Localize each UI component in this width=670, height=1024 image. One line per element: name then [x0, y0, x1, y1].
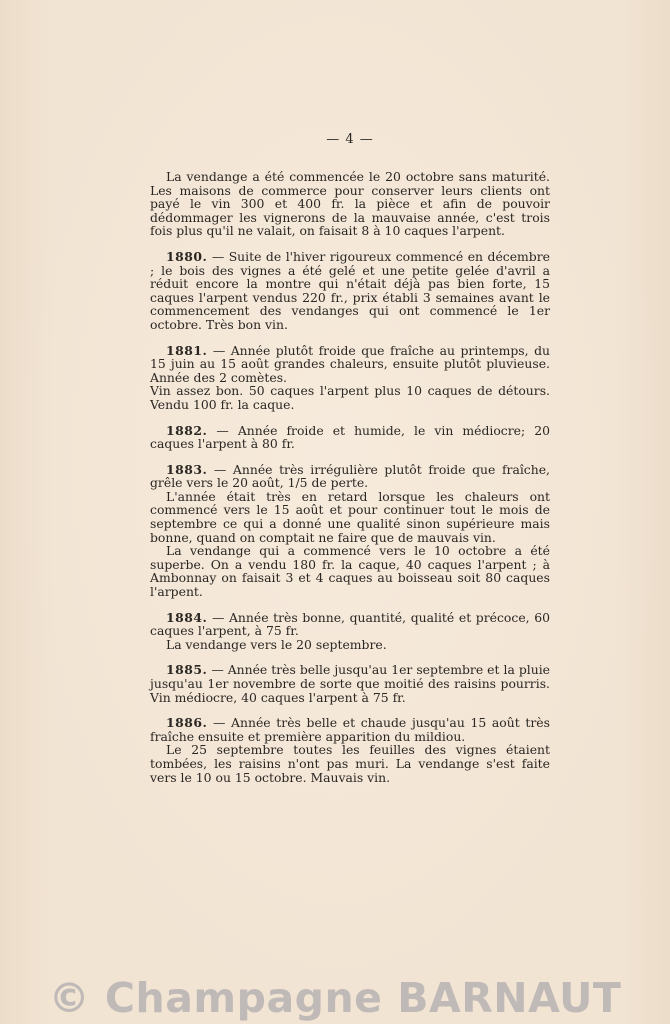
entry-year: 1881. — [166, 342, 208, 358]
entry-paragraph — [150, 344, 550, 385]
entry-1884 — [150, 611, 550, 652]
entry-1883 — [150, 463, 550, 599]
entry-year: 1883. — [166, 461, 208, 477]
entry-paragraph: La vendange qui a commencé vers le 10 octobre a été superbe. On a vendu 180 fr. la caque, 40 caques l'arpent ; à Ambonnay on faisait 3 et 4 caques au boisseau soit 80 caques l'arpent. — [150, 543, 550, 600]
intro-paragraph: La vendange a été commencée le 20 octobre sans maturité. Les maisons de commerce pour conserver leurs clients ont payé le vin 300 et 400 fr. la pièce et afin de pouvoir dédommager les vignerons de la mauvaise année, c'est trois fois plus qu'il ne valait, on faisait 8 à 10 caques l'arpent. — [150, 169, 550, 239]
entry-paragraph — [150, 424, 550, 451]
entry-1885 — [150, 663, 550, 704]
entry-year: 1882. — [166, 422, 208, 438]
entry-1882 — [150, 424, 550, 451]
entry-paragraph — [150, 611, 550, 638]
entry-text: — Année froide et humide, le vin médiocre; 20 caques l'arpent à 80 fr. — [150, 422, 550, 452]
entry-paragraph: La vendange vers le 20 septembre. — [166, 636, 387, 652]
entry-text: — Année plutôt froide que fraîche au printemps, du 15 juin au 15 août grandes chaleurs, ensuite plutôt pluvieuse. Année des 2 comètes. — [150, 342, 550, 385]
entry-text: — Année très irrégulière plutôt froide que fraîche, grêle vers le 20 août, 1/5 de perte. — [150, 461, 550, 491]
entry-1880 — [150, 250, 550, 332]
entry-paragraph: Vin assez bon. 50 caques l'arpent plus 10 caques de détours. Vendu 100 fr. la caque. — [150, 383, 550, 412]
entry-1886 — [150, 716, 550, 784]
page-number: — 4 — — [326, 132, 374, 147]
entry-paragraph — [150, 716, 550, 743]
entry-text: — Année très bonne, quantité, qualité et précoce, 60 caques l'arpent, à 75 fr. — [150, 609, 550, 639]
entry-year: 1886. — [166, 715, 208, 731]
entry-paragraph: Le 25 septembre toutes les feuilles des vignes étaient tombées, les raisins n'ont pas muri. La vendange s'est faite vers le 10 ou 15 octobre. Mauvais vin. — [150, 742, 550, 785]
entry-text: — Année très belle jusqu'au 1er septembre et la pluie jusqu'au 1er novembre de sorte que moitié des raisins pourris. Vin médiocre, 40 caques l'arpent à 75 fr. — [150, 662, 550, 705]
entry-paragraph — [150, 250, 550, 332]
entry-1881 — [150, 344, 550, 412]
entry-year: 1884. — [166, 609, 208, 625]
entry-text: — Suite de l'hiver rigoureux commencé en décembre ; le bois des vignes a été gelé et une petite gelée d'avril a réduit encore la montre qui n'était déjà pas bien forte, 15 caques l'arpent vendus 220 fr., prix établi 3 semaines avant le commencement des vendanges qui ont commencé le 1er octobre. Très bon vin. — [150, 248, 550, 332]
entry-paragraph: L'année était très en retard lorsque les chaleurs ont commencé vers le 15 août et pour continuer tout le mois de septembre ce qui a donné une qualité sinon supérieure mais bonne, quand on comptait ne faire que de mauvais vin. — [150, 488, 550, 545]
entry-year: 1885. — [166, 662, 208, 678]
document-body — [150, 170, 550, 784]
entry-paragraph — [150, 663, 550, 704]
entry-year: 1880. — [166, 248, 208, 264]
entry-text: — Année très belle et chaude jusqu'au 15 août très fraîche ensuite et première apparition du mildiou. — [150, 715, 550, 744]
entry-paragraph — [150, 463, 550, 490]
copyright-watermark: © Champagne BARNAUT — [48, 974, 622, 1022]
